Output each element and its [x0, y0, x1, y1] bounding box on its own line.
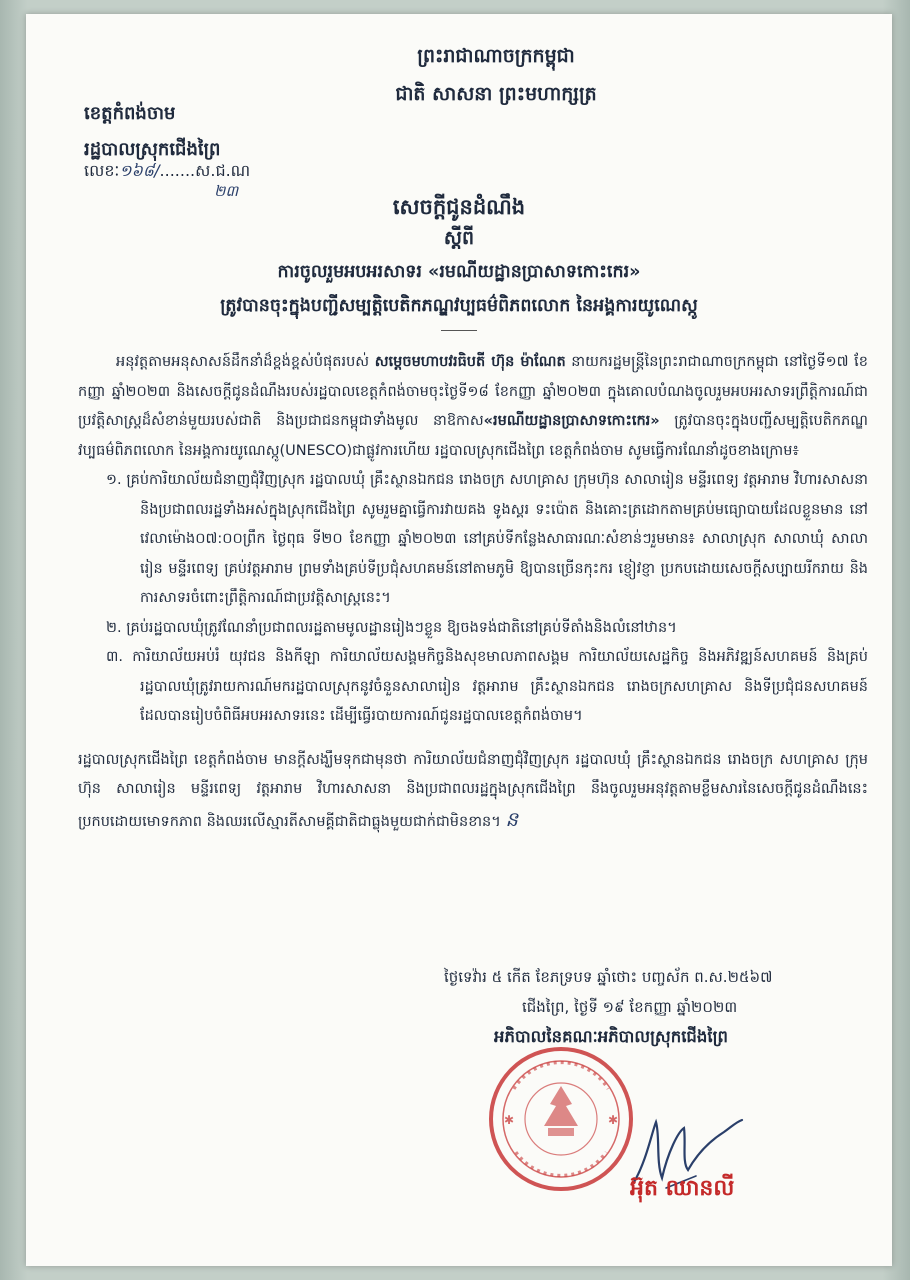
document-title: សេចក្តីជូនដំណឹង [392, 195, 526, 219]
closing-handwritten-mark: ន [505, 806, 519, 831]
issuer-district: រដ្ឋបាលស្រុកជើងព្រៃ [84, 139, 221, 160]
place-date: ជើងព្រៃ, ថ្ងៃទី ១៩ ខែកញ្ញា ឆ្នាំ២០២៣ [522, 998, 738, 1016]
official-seal-icon [486, 1044, 636, 1194]
date-block [444, 962, 772, 1052]
svg-text:✱: ✱ [608, 1113, 619, 1127]
title-divider [441, 330, 477, 331]
title-regarding: ស្តីពី [443, 227, 475, 249]
signer-name: អ៊ុត ឈានលី [630, 1176, 735, 1201]
issuing-authority [84, 96, 220, 168]
motto-line-nation: ជាតិ សាសនា ព្រះមហាក្សត្រ [395, 83, 597, 105]
ref-suffix: .......ស.ជ.ណ [159, 161, 251, 180]
reference-number [84, 160, 251, 200]
instruction-item-1: ១. គ្រប់ការិយាល័យជំនាញជុំវិញស្រុក រដ្ឋបាលឃុំ គ្រឹះស្ថានឯកជន រោងចក្រ សហគ្រាស ក្រុមហ៊ុន សាលារៀន មន្ទីរពេទ្យ វត្តអារាម វិហារសាសនា និងប្រជាពលរដ្ឋទាំងអស់ក្នុងស្រុកជើងព្រៃ សូមរួមគ្នាធ្វើការវាយគង ទូងស្គរ ទះប៉ោត និងគោះត្រដោកតាមគ្រប់មធ្យោបាយដែលខ្លួនមាន នៅវេលាម៉ោង០៧:០០ព្រឹក ថ្ងៃពុធ ទី២០ ខែកញ្ញា ឆ្នាំ២០២៣ នៅគ្រប់ទីកន្លែងសាធារណៈសំខាន់ៗរួមមាន៖ សាលាស្រុក សាលាឃុំ សាលារៀន មន្ទីរពេទ្យ គ្រប់វត្តអារាម ព្រមទាំងគ្រប់ទីប្រជុំសហគមន៍នៅតាមភូមិ ឱ្យបានច្រើនកុះករ ខ្ញៀវខ្ញា ប្រកបដោយសេចក្តីសប្បាយរីករាយ និងការសាទរចំពោះព្រឹត្តិការណ៍ជាប្រវត្តិសាស្ត្រនេះ។ [106, 472, 868, 606]
intro-pm-name: សម្តេចមហាបវរធិបតី ហ៊ុន ម៉ាណែត [374, 354, 566, 370]
document-page [26, 14, 892, 1266]
svg-text:✱: ✱ [504, 1113, 515, 1127]
lunar-date: ថ្ងៃទេវ៉ារ ៥ កើត ខែភទ្របទ ឆ្នាំថោះ បញ្ចស័ក ព.ស.២៥៦៧ [444, 968, 773, 986]
document-body [78, 348, 868, 837]
ref-number: ១៦៨/ [119, 161, 160, 180]
ref-year: ២៣ [214, 182, 239, 200]
closing-text: រដ្ឋបាលស្រុកជើងព្រៃ ខេត្តកំពង់ចាម មានក្តីសង្ឃឹមទុកជាមុនថា ការិយាល័យជំនាញជុំវិញស្រុក រដ្ឋបាលឃុំ គ្រឹះស្ថានឯកជន រោងចក្រ សហគ្រាស ក្រុមហ៊ុន សាលារៀន មន្ទីរពេទ្យ វត្តអារាម វិហារសាសនា និងប្រជាពលរដ្ឋក្នុងស្រុកជើងព្រៃ នឹងចូលរួមអនុវត្តតាមខ្លឹមសារនៃសេចក្តីជូនដំណឹងនេះ ប្រកបដោយមោទកភាព និងឈរលើស្មារតីសាមគ្គីជាតិជាធ្លុងមួយជាក់ជាមិនខាន។ [78, 751, 868, 830]
title-subject: ការចូលរួមអបអរសាទរ «រមណីយដ្ឋានប្រាសាទកោះកេរ» [277, 262, 641, 282]
instruction-item-2: ២. គ្រប់រដ្ឋបាលឃុំត្រូវណែនាំប្រជាពលរដ្ឋតាមមូលដ្ឋានរៀងៗខ្លួន ឱ្យចងទង់ជាតិនៅគ្រប់ទីតាំងនិងលំនៅឋាន។ [106, 619, 677, 636]
intro-paragraph [78, 348, 868, 466]
title-subject-cont: ត្រូវបានចុះក្នុងបញ្ជីសម្បត្តិបេតិកភណ្ឌវប្បធម៌ពិភពលោក នៃអង្គការយូណេស្កូ [220, 296, 698, 316]
instruction-item-3: ៣. ការិយាល័យអប់រំ យុវជន និងកីឡា ការិយាល័យសង្គមកិច្ចនិងសុខមាលភាពសង្គម ការិយាល័យសេដ្ឋកិច្ច និងអភិវឌ្ឍន៍សហគមន៍ និងគ្រប់រដ្ឋបាលឃុំត្រូវរាយការណ៍មករដ្ឋបាលស្រុកនូវចំនួនសាលារៀន វត្តអារាម គ្រឹះស្ថានឯកជន រោងចក្រសហគ្រាស និងទីប្រជុំជនសហគមន៍ ដែលបានរៀបចំពិធីអបអរសាទរនេះ ដើម្បីធ្វើរបាយការណ៍ជូនរដ្ឋបាលខេត្តកំពង់ចាម។ [106, 649, 868, 724]
ref-prefix: លេខៈ [84, 161, 120, 180]
intro-text-c: ត្រូវបានចុះក្នុងបញ្ជីសម្បត្តិបេតិកភណ្ឌវប្បធម៌ពិភពលោក នៃអង្គការយូណេស្កូ(UNESCO)ជាផ្លូវការហើយ រដ្ឋបាលស្រុកជើងព្រៃ ខេត្តកំពង់ចាម សូមធ្វើការណែនាំដូចខាងក្រោម៖ [78, 413, 868, 459]
signer-title: អភិបាលនៃគណៈអភិបាលស្រុកជើងព្រៃ [494, 1027, 729, 1046]
closing-paragraph [78, 746, 868, 838]
intro-site-name: «រមណីយដ្ឋានប្រាសាទកោះកេរ» [483, 413, 660, 429]
motto-line-kingdom: ព្រះរាជាណាចក្រកម្ពុជា [417, 45, 575, 67]
intro-text-b: នាយករដ្ឋមន្ត្រីនៃព្រះរាជាណាចក្រកម្ពុជា នៅថ្ងៃទី១៧ ខែកញ្ញា ឆ្នាំ២០២៣ និងសេចក្តីជូនដំណឹងរបស់រដ្ឋបាលខេត្តកំពង់ចាមចុះថ្ងៃទី១៨ ខែកញ្ញា ឆ្នាំ២០២៣ ក្នុងគោលបំណងចូលរួមអបអរសាទរព្រឹត្តិការណ៍ជាប្រវត្តិសាស្រ្តដ៏សំខាន់មួយរបស់ជាតិ និងប្រជាជនកម្ពុជាទាំងមូល នាឱកាស [78, 354, 868, 429]
intro-text-a: អនុវត្តតាមអនុសាសន៍ដឹកនាំដ៏ខ្ពង់ខ្ពស់បំផុតរបស់ [116, 354, 375, 370]
national-motto [356, 44, 636, 110]
issuer-province: ខេត្តកំពង់ចាម [84, 103, 176, 124]
